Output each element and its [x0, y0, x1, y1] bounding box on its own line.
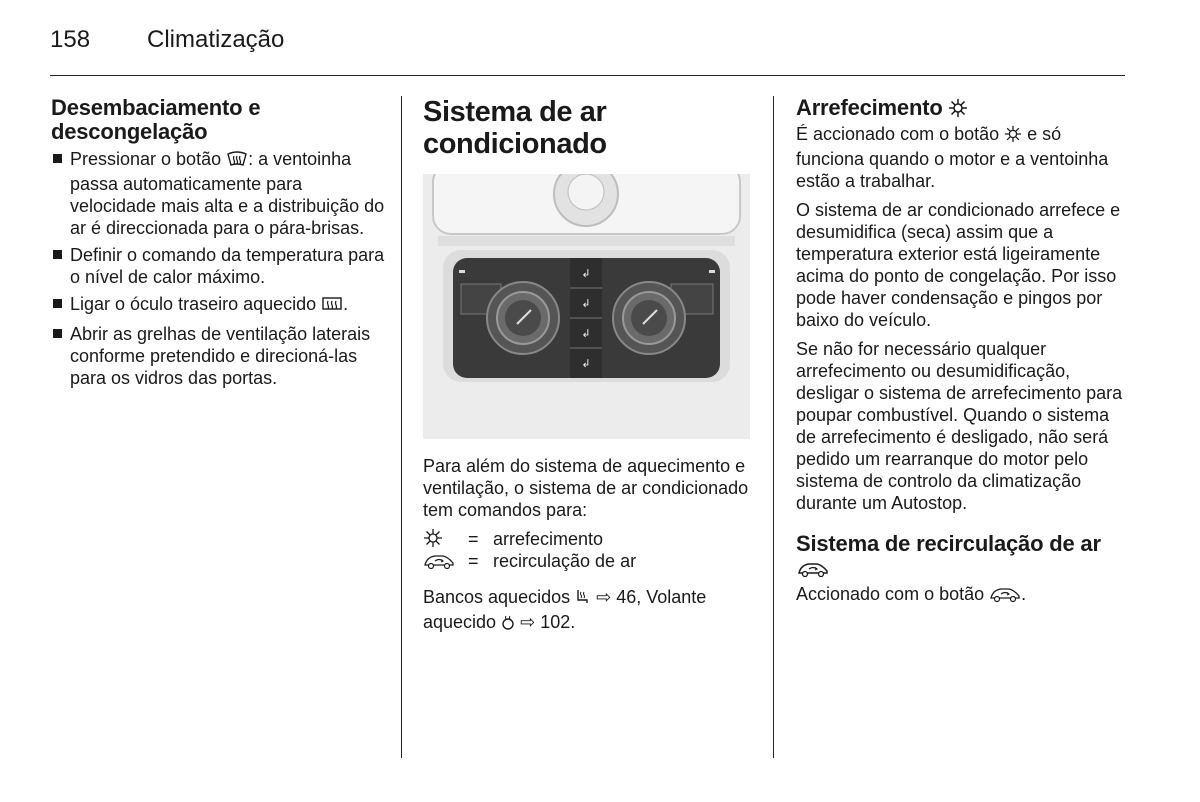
snowflake-icon	[1004, 125, 1022, 148]
chapter-title: Climatização	[147, 26, 285, 53]
column-defrost	[51, 96, 386, 394]
cooling-paragraph: Se não for necessário qualquer arrefecimento ou desumidificação, desligar o sistema de arrefecimento para poupar combustível. Quando o sistema de arrefecimento é desligado, não será pedido um rearranque do motor pelo sistema de controlo da climatização durante um Autostop.	[796, 339, 1123, 513]
cross-references: Bancos aquecidos ⇨ 46, Volante aquecido ⇨ 102.	[423, 586, 755, 636]
cooling-heading: Arrefecimento	[796, 96, 1131, 123]
recirculation-icon	[423, 550, 455, 575]
legend-label: recirculação de ar	[493, 551, 637, 571]
list-item: Abrir as grelhas de ventilação laterais conforme pretendido e direcioná-las para os vidros das portas.	[51, 323, 386, 389]
bullet	[53, 299, 62, 308]
column-cooling	[796, 96, 1131, 608]
svg-text:↲: ↲	[581, 267, 591, 280]
windscreen-defrost-icon	[226, 150, 248, 173]
column-divider-left	[401, 96, 402, 758]
climate-control-panel-image	[423, 174, 750, 439]
svg-text:↲: ↲	[581, 357, 591, 370]
page-ref-46[interactable]: 46, Volante	[611, 587, 707, 607]
page-reference-arrow-icon: ⇨	[520, 612, 536, 632]
legend-row: = recirculação de ar	[423, 550, 755, 572]
heated-seat-icon	[575, 588, 591, 611]
legend-label: arrefecimento	[493, 529, 604, 549]
column-air-conditioning	[423, 96, 755, 636]
snowflake-icon	[948, 98, 968, 123]
recirculation-icon	[989, 583, 1021, 608]
rear-window-heating-icon	[321, 295, 343, 318]
recirculation-heading: Sistema de recirculação de ar	[796, 532, 1131, 583]
page-ref-102[interactable]: 102.	[535, 612, 576, 632]
bullet	[53, 329, 62, 338]
defrost-list	[51, 148, 386, 389]
recirculation-icon	[796, 558, 830, 583]
page-number: 158	[50, 26, 91, 53]
ac-intro: Para além do sistema de aquecimento e ventilação, o sistema de ar condicionado tem comandos para:	[423, 456, 749, 520]
header-rule	[50, 75, 1125, 76]
svg-text:↲: ↲	[581, 327, 591, 340]
cooling-paragraph: O sistema de ar condicionado arrefece e desumidifica (seca) assim que a temperatura exterior está ligeiramente acima do ponto de congelação. Por isso pode haver condensação e pingos por baixo do veículo.	[796, 200, 1121, 330]
list-item: Pressionar o botão : a ventoinha passa automaticamente para velocidade mais alta e a distribuição do ar é direccionada para o pára-brisas.	[51, 148, 386, 239]
page-reference-arrow-icon: ⇨	[596, 587, 612, 607]
page-header	[50, 26, 1125, 76]
heated-steering-wheel-icon	[501, 614, 515, 636]
column-divider-right	[773, 96, 774, 758]
ac-heading: Sistema de ar condicionado	[423, 96, 607, 160]
bullet	[53, 154, 62, 163]
bullet	[53, 250, 62, 259]
defrost-heading: Desembaciamento e descongelação	[51, 95, 261, 144]
list-item: Ligar o óculo traseiro aquecido .	[51, 293, 386, 318]
list-item: Definir o comando da temperatura para o nível de calor máximo.	[51, 244, 386, 288]
svg-text:↲: ↲	[581, 297, 591, 310]
legend-row: = arrefecimento	[423, 528, 755, 550]
cooling-paragraph: É accionado com o botão e só funciona quando o motor e a ventoinha estão a trabalhar.	[796, 124, 1109, 191]
symbol-legend	[423, 528, 755, 572]
recirculation-paragraph: Accionado com o botão .	[796, 583, 1131, 608]
